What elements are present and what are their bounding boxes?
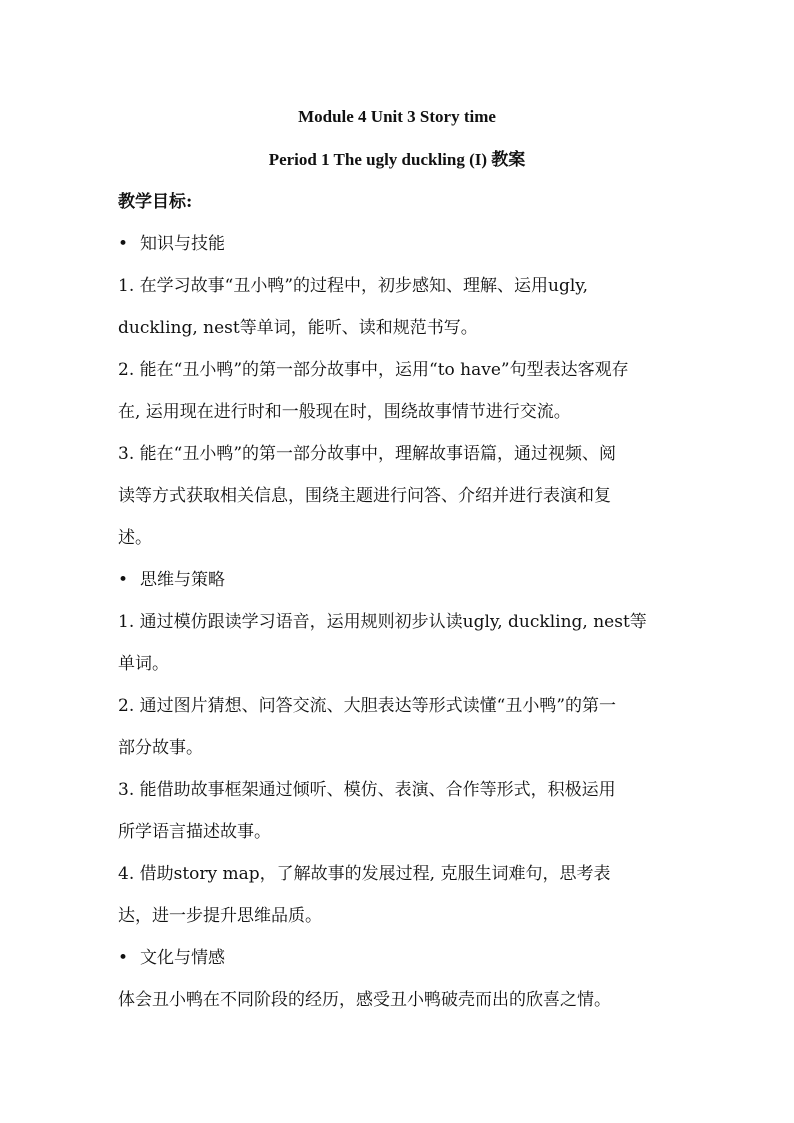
body-line: 体会丑小鸭在不同阶段的经历，感受丑小鸭破壳而出的欣喜之情。	[118, 990, 611, 1010]
body-line: 4. 借助story map，了解故事的发展过程, 克服生词难句，思考表	[118, 864, 611, 884]
section-heading-text: 思维与策略	[140, 570, 225, 590]
bullet-icon: •	[118, 948, 129, 968]
body-line: 部分故事。	[118, 738, 203, 758]
body-line: 1. 在学习故事“丑小鸭”的过程中，初步感知、理解、运用ugly,	[118, 276, 589, 296]
body-line: 3. 能借助故事框架通过倾听、模仿、表演、合作等形式，积极运用	[118, 780, 616, 800]
title-line-2: Period 1 The ugly duckling (I) 教案	[268, 150, 526, 169]
body-line: 3. 能在“丑小鸭”的第一部分故事中，理解故事语篇，通过视频、阅	[118, 444, 617, 464]
body-line: 所学语言描述故事。	[118, 822, 271, 842]
body-line: 达，进一步提升思维品质。	[118, 906, 322, 926]
body-line: 读等方式获取相关信息，围绕主题进行问答、介绍并进行表演和复	[118, 486, 611, 506]
bullet-icon: •	[118, 570, 129, 590]
section-heading-text: 知识与技能	[140, 234, 225, 254]
body-line: 单词。	[118, 654, 169, 674]
section-heading-text: 文化与情感	[140, 948, 225, 968]
bullet-icon: •	[118, 234, 129, 254]
body-line: 述。	[118, 528, 152, 548]
body-line: 1. 通过模仿跟读学习语音，运用规则初步认读ugly, duckling, nest等	[118, 612, 647, 632]
body-line: 2. 能在“丑小鸭”的第一部分故事中，运用“to have”句型表达客观存	[118, 360, 629, 380]
title-line-1: Module 4 Unit 3 Story time	[298, 107, 496, 126]
section-heading-knowledge	[118, 233, 678, 255]
objectives-heading: 教学目标:	[118, 192, 193, 212]
body-line: 2. 通过图片猜想、问答交流、大胆表达等形式读懂“丑小鸭”的第一	[118, 696, 617, 716]
section-heading-culture	[118, 947, 678, 969]
section-heading-thinking	[118, 569, 678, 591]
body-line: 在, 运用现在进行时和一般现在时，围绕故事情节进行交流。	[118, 402, 571, 422]
body-line: duckling, nest等单词，能听、读和规范书写。	[118, 318, 478, 338]
